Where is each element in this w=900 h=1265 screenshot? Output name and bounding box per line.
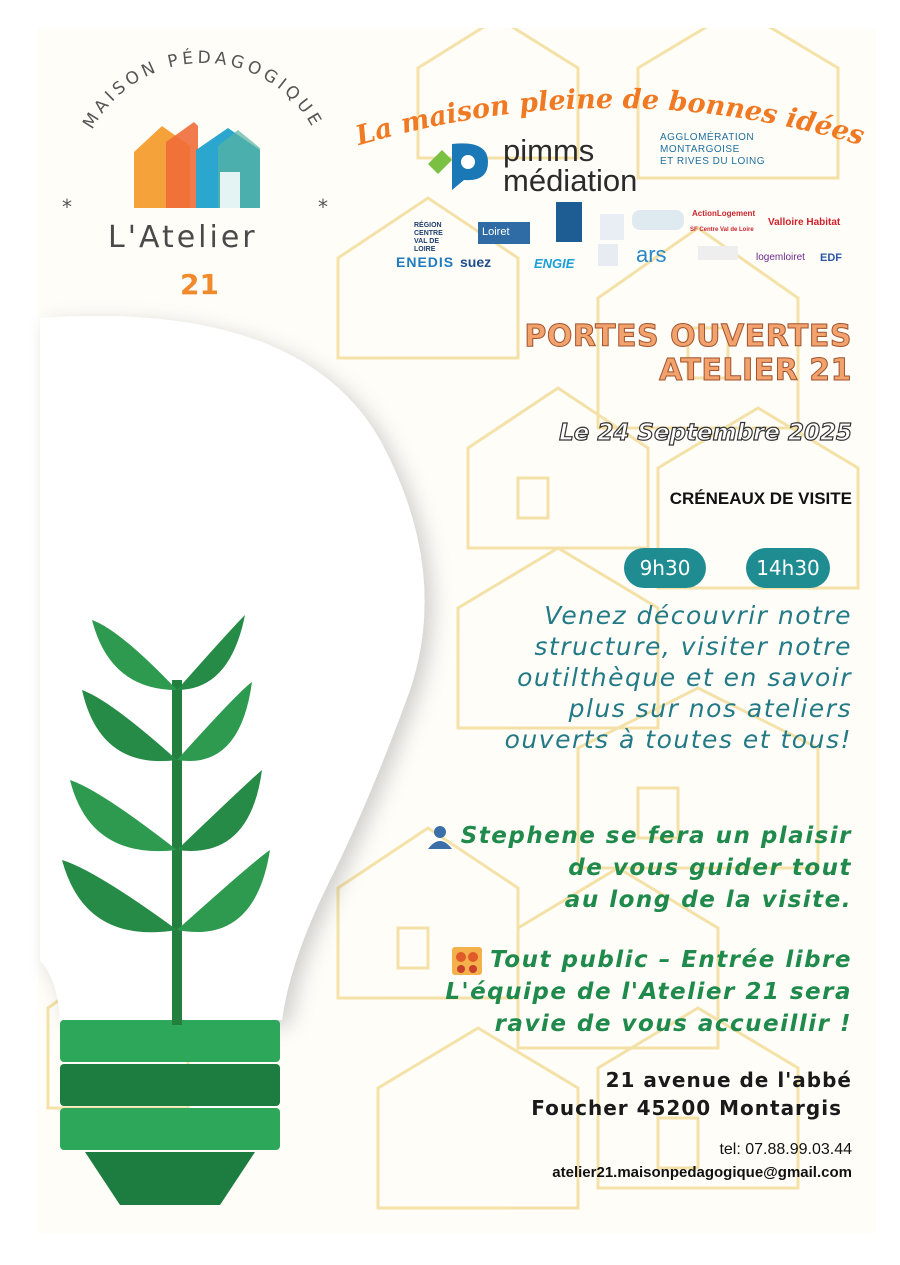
guide-line: de vous guider tout <box>568 855 852 881</box>
partner-logo-small <box>600 214 624 240</box>
pimms-line2: médiation <box>503 163 638 198</box>
suez-logo: suez <box>460 254 492 270</box>
pimms-mediation-logo <box>503 133 638 198</box>
public-paragraph <box>445 944 852 1040</box>
partner-logo-small <box>598 244 618 266</box>
agglo-line2: MONTARGOISE <box>660 144 740 155</box>
logo-arc-text: MAISON PÉDAGOGIQUE <box>79 47 327 133</box>
agglomeration-logo <box>660 132 765 168</box>
svg-text:*: * <box>62 195 72 219</box>
sf-centre-logo: SF Centre Val de Loire <box>690 227 754 233</box>
visit-slots-title: CRÉNEAUX DE VISITE <box>669 489 852 508</box>
agglo-line1: AGGLOMÉRATION <box>660 132 755 143</box>
intro-line: structure, visiter notre <box>534 632 852 661</box>
guide-line: au long de la visite. <box>564 887 852 913</box>
guide-paragraph <box>427 820 852 916</box>
address-line1: 21 avenue de l'abbé <box>605 1068 852 1092</box>
time-slot-badge: 14h30 <box>746 548 830 588</box>
loiret-logo: Loiret <box>478 222 530 244</box>
logemloiret-logo: logemloiret <box>756 252 805 263</box>
edf-logo: EDF <box>820 252 842 264</box>
intro-line: plus sur nos ateliers <box>568 694 852 723</box>
open-house-headline <box>524 320 852 388</box>
pimms-logo-icon <box>428 140 494 190</box>
address-line2: Foucher 45200 Montargis <box>531 1096 842 1120</box>
headline-line2: ATELIER 21 <box>659 353 852 388</box>
house-icon <box>134 122 264 212</box>
region-centre-logo: RÉGION CENTRE VAL DE LOIRE <box>414 222 443 253</box>
partner-logo-small <box>698 246 738 260</box>
agglo-line3: ET RIVES DU LOING <box>660 156 766 167</box>
svg-text:MAISON PÉDAGOGIQUE <box>79 46 327 133</box>
time-slot-badge: 9h30 <box>624 548 706 588</box>
guide-line: Stephene se fera un plaisir <box>460 823 852 849</box>
government-logo <box>556 202 582 242</box>
headline-line1: PORTES OUVERTES <box>524 319 852 354</box>
address <box>531 1066 852 1122</box>
ars-logo: ars <box>636 242 667 267</box>
engie-logo: ENGIE <box>534 256 575 271</box>
email-address: atelier21.maisonpedagogique@gmail.com <box>552 1164 852 1181</box>
logo-name: L'Atelier <box>108 220 258 255</box>
intro-paragraph <box>505 600 852 755</box>
phone-number: tel: 07.88.99.03.44 <box>719 1141 852 1158</box>
event-date: Le 24 Septembre 2025 <box>559 420 852 446</box>
bulb-base <box>60 1020 280 1205</box>
public-line: Tout public – Entrée libre <box>490 947 852 973</box>
intro-line: Venez découvrir notre <box>544 601 852 630</box>
person-icon <box>427 825 453 849</box>
intro-line: ouverts à toutes et tous! <box>504 725 852 754</box>
partner-logo-small <box>632 210 684 230</box>
pimms-line1: pimms <box>503 133 595 168</box>
action-logement-logo: ActionLogement <box>692 209 756 218</box>
tagline-text: La maison pleine de bonnes idées <box>352 83 868 153</box>
enedis-logo: ENEDIS <box>396 254 455 270</box>
logo-number: 21 <box>180 268 219 301</box>
intro-line: outilthèque et en savoir <box>517 663 852 692</box>
public-line: ravie de vous accueillir ! <box>494 1011 852 1037</box>
public-line: L'équipe de l'Atelier 21 sera <box>445 979 852 1005</box>
valloire-habitat-logo: Valloire Habitat <box>768 217 841 228</box>
family-icon <box>452 947 482 975</box>
svg-text:*: * <box>318 195 328 219</box>
